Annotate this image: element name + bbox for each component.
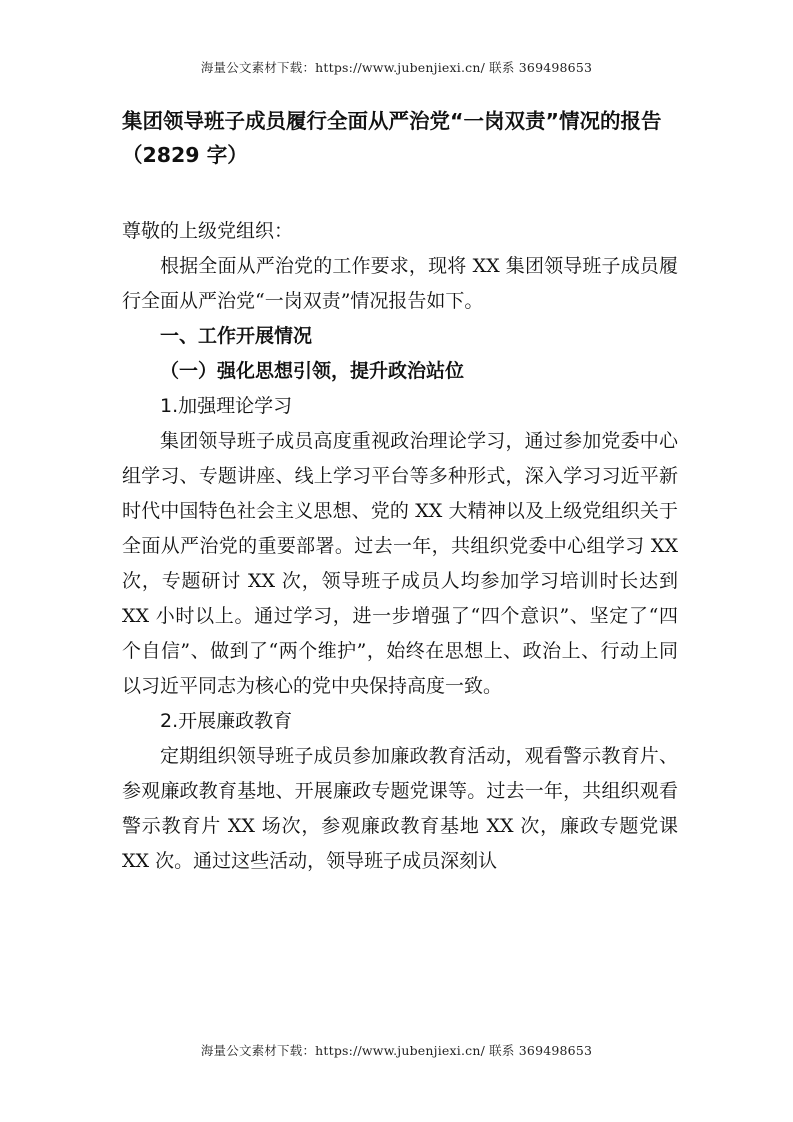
section-heading-1: 一、工作开展情况 — [160, 325, 313, 347]
document-title: 集团领导班子成员履行全面从严治党“一岗双责”情况的报告（2829 字） — [122, 109, 662, 167]
salutation: 尊敬的上级党组织： — [122, 220, 294, 242]
item-heading-1: 1.加强理论学习 — [160, 395, 293, 417]
item-paragraph-1: 集团领导班子成员高度重视政治理论学习，通过参加党委中心组学习、专题讲座、线上学习平台等多种形式，深入学习习近平新时代中国特色社会主义思想、党的 XX 大精神以及上级党组织关于全面从严治党的重要部署。过去一年，共组织党委中心组学习 XX 次，专题研讨 XX 次，领导班子成员人均参加学习培训时长达到 XX 小时以上。通过学习，进一步增强了“四个意识”、坚定了“四个自信”、做到了“两个维护”，始终在思想上、政治上、行动上同以习近平同志为核心的党中央保持高度一致。 — [122, 430, 678, 697]
document-body — [122, 214, 678, 879]
item-heading-2: 2.开展廉政教育 — [160, 710, 293, 732]
intro-paragraph: 根据全面从严治党的工作要求，现将 XX 集团领导班子成员履行全面从严治党“一岗双责”情况报告如下。 — [122, 255, 678, 312]
subsection-heading-1: （一）强化思想引领，提升政治站位 — [160, 360, 465, 382]
page-footer: 海量公文素材下载：https://www.jubenjiexi.cn/ 联系 369498653 — [200, 1043, 593, 1058]
item-paragraph-2: 定期组织领导班子成员参加廉政教育活动，观看警示教育片、参观廉政教育基地、开展廉政专题党课等。过去一年，共组织观看警示教育片 XX 场次，参观廉政教育基地 XX 次，廉政专题党课 XX 次。通过这些活动，领导班子成员深刻认 — [122, 745, 678, 872]
page-header: 海量公文素材下载：https://www.jubenjiexi.cn/ 联系 369498653 — [200, 60, 593, 75]
